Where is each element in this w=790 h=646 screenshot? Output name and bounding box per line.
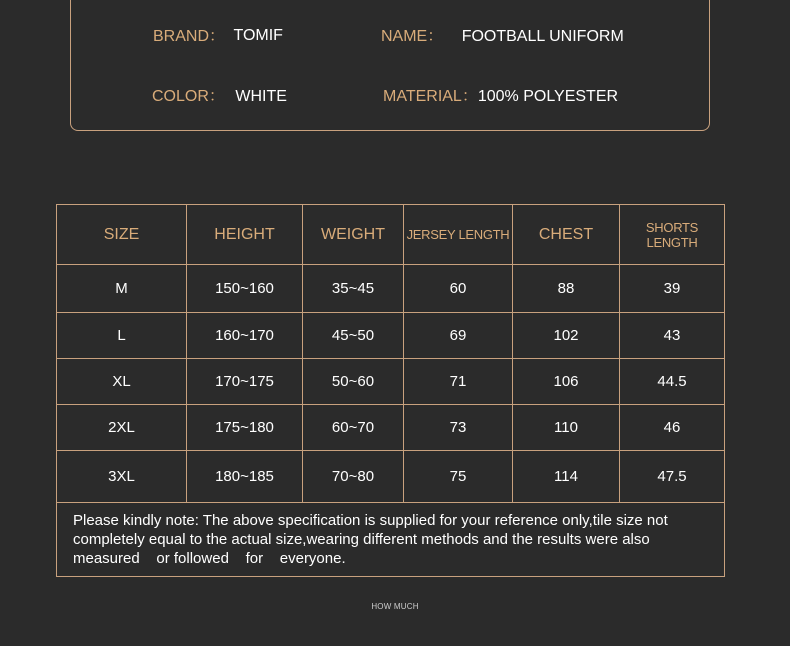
name-row <box>381 23 624 46</box>
material-row <box>383 83 618 106</box>
header-jersey-length: JERSEY LENGTH <box>404 205 513 265</box>
table-row <box>57 451 725 503</box>
jersey-length-cell: 60 <box>404 265 513 313</box>
chest-cell: 110 <box>513 405 620 451</box>
table-header-row <box>57 205 725 265</box>
shorts-length-cell: 46 <box>620 405 725 451</box>
weight-cell: 35~45 <box>303 265 404 313</box>
chest-cell: 106 <box>513 359 620 405</box>
name-label: NAME： <box>381 28 444 45</box>
product-info-box <box>70 0 710 131</box>
header-chest: CHEST <box>513 205 620 265</box>
weight-cell: 60~70 <box>303 405 404 451</box>
height-cell: 180~185 <box>187 451 303 503</box>
material-label: MATERIAL： <box>383 88 478 105</box>
size-note: Please kindly note: The above specification is supplied for your reference only,tile size not completely equal to the actual size,wearing different methods and the results were also measured or followed for everyone. <box>57 503 725 577</box>
table-row <box>57 405 725 451</box>
jersey-length-cell: 73 <box>404 405 513 451</box>
color-row <box>152 83 287 106</box>
size-chart-table <box>56 204 725 577</box>
height-cell: 150~160 <box>187 265 303 313</box>
shorts-length-cell: 44.5 <box>620 359 725 405</box>
size-cell: 2XL <box>57 405 187 451</box>
size-cell: L <box>57 313 187 359</box>
material-value: 100% POLYESTER <box>477 88 619 105</box>
shorts-length-cell: 39 <box>620 265 725 313</box>
brand-row <box>153 23 283 46</box>
shorts-length-cell: 47.5 <box>620 451 725 503</box>
header-weight: WEIGHT <box>303 205 404 265</box>
table-row <box>57 359 725 405</box>
chest-cell: 114 <box>513 451 620 503</box>
weight-cell: 45~50 <box>303 313 404 359</box>
header-height: HEIGHT <box>187 205 303 265</box>
shorts-length-cell: 43 <box>620 313 725 359</box>
size-cell: M <box>57 265 187 313</box>
table-row <box>57 313 725 359</box>
jersey-length-cell: 69 <box>404 313 513 359</box>
footer-caption: HOW MUCH <box>371 602 419 611</box>
size-cell: 3XL <box>57 451 187 503</box>
chest-cell: 88 <box>513 265 620 313</box>
weight-cell: 70~80 <box>303 451 404 503</box>
jersey-length-cell: 71 <box>404 359 513 405</box>
name-value: FOOTBALL UNIFORM <box>461 28 624 45</box>
note-row <box>57 503 725 577</box>
jersey-length-cell: 75 <box>404 451 513 503</box>
color-label: COLOR： <box>152 88 225 105</box>
brand-value: TOMIF <box>233 27 283 44</box>
height-cell: 170~175 <box>187 359 303 405</box>
height-cell: 160~170 <box>187 313 303 359</box>
brand-label: BRAND： <box>153 28 226 45</box>
chest-cell: 102 <box>513 313 620 359</box>
size-cell: XL <box>57 359 187 405</box>
header-shorts-length: SHORTS LENGTH <box>620 205 725 265</box>
color-value: WHITE <box>235 88 287 105</box>
table-row <box>57 265 725 313</box>
header-size: SIZE <box>57 205 187 265</box>
weight-cell: 50~60 <box>303 359 404 405</box>
height-cell: 175~180 <box>187 405 303 451</box>
